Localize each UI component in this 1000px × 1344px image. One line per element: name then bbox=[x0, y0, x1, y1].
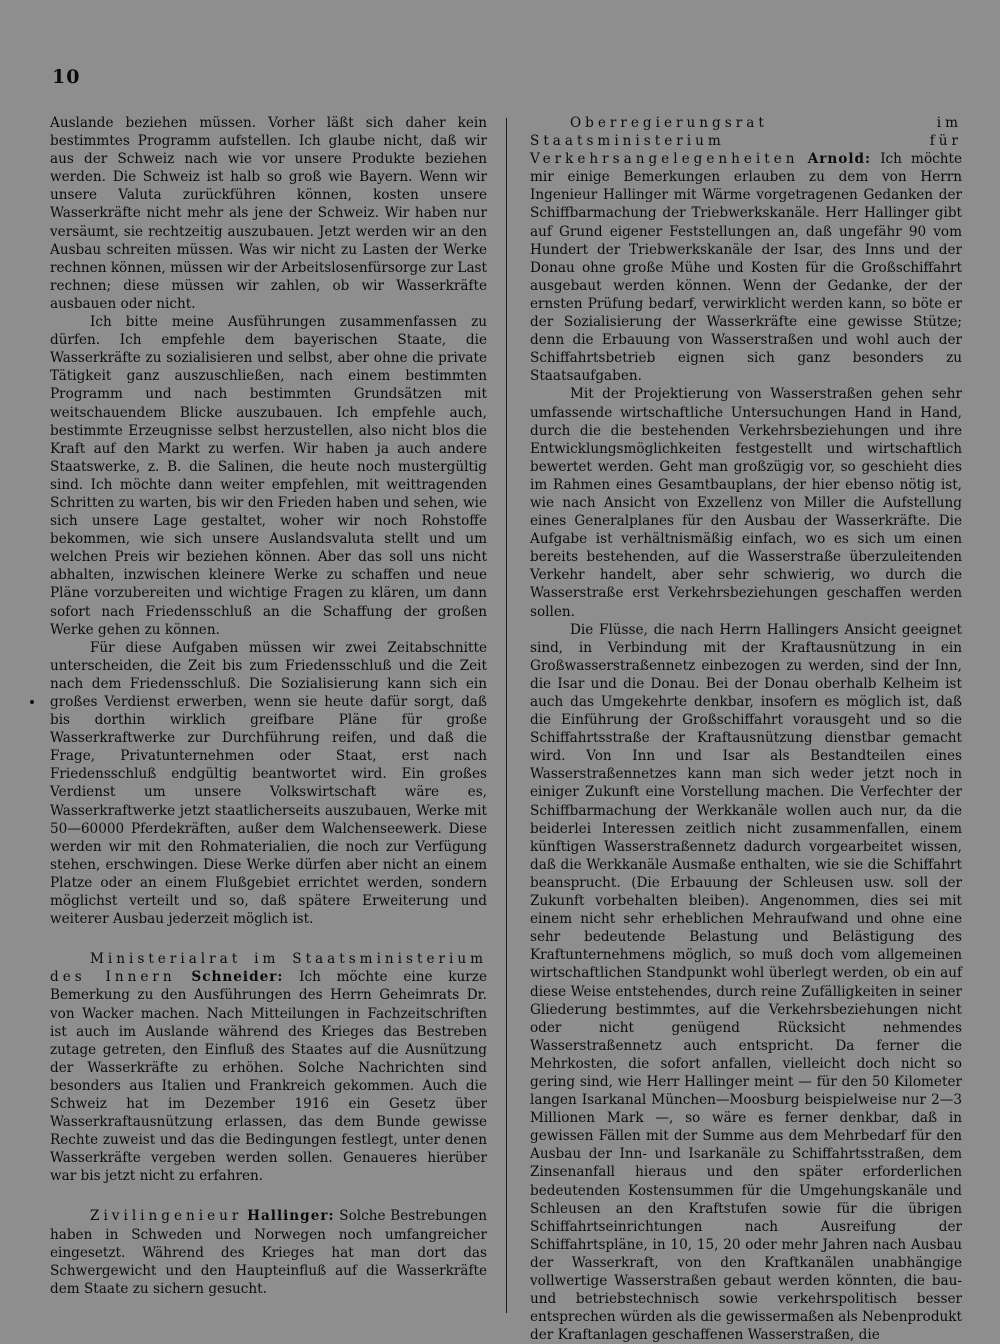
paragraph: Mit der Projektierung von Wasserstraßen gehen sehr umfassende wirtschaftliche Untersuchungen Hand in Hand, durch die die bestehenden Verkehrsbeziehungen und ihre Entwicklungsmöglichkeiten festgestellt und wirtschaftlich bewertet werden. Geht man großzügig vor, so geschieht dies im Rahmen eines Gesamtbauplans, der hier ebenso nötig ist, wie nach Ansicht von Exzellenz von Miller die Aufstellung eines Generalplanes für den Ausbau der Wasserkräfte. Die Aufgabe ist verhältnismäßig einfach, wo es sich um einen bereits bestehenden, auf die Wasserstraße überzuleitenden Verkehr handelt, aber sehr schwierig, wo durch die Wasserstraße erst Verkehrsbeziehungen geschaffen werden sollen. bbox=[530, 386, 962, 620]
speaker-name: Hallinger: bbox=[247, 1208, 335, 1225]
paragraph: Ich bitte meine Ausführungen zusammenfassen zu dürfen. Ich empfehle dem bayerischen Staate, die Wasserkräfte zu sozialisieren und selbst, aber ohne die private Tätigkeit ganz auszuschließen, nach einem bestimmten Programm und nach bestimmten Grundsätzen mit weitschauendem Blicke auszubauen. Ich empfehle auch, bestimmte Erzeugnisse selbst herzustellen, also nicht blos die Kraft auf den Markt zu werfen. Wir haben ja auch andere Staatswerke, z. B. die Salinen, die heute noch mustergültig sind. Ich möchte dann weiter empfehlen, mit weittragenden Schritten zu warten, bis wir den Frieden haben und sehen, wie sich unsere Lage gestaltet, woher wir noch Rohstoffe bekommen, wie sich unsere Auslandsvaluta stellt und um welchen Preis wir beziehen können. Aber das soll uns nicht abhalten, inzwischen kleinere Werke zu schaffen und neue Pläne vorzubereiten und wichtige Fragen zu klären, um dann sofort nach Friedensschluß an die Schaffung der großen Werke gehen zu können. bbox=[50, 314, 487, 638]
speaker-name: Schneider: bbox=[191, 969, 284, 986]
speech-text: Ich möchte mir einige Bemerkungen erlauben zu dem von Herrn Ingenieur Hallinger mit Wärme vorgetragenen Gedanken der Schiffbarmachung der Triebwerkskanäle. Herr Hallinger gibt auf Grund eigener Feststellungen an, daß ungefähr 90 vom Hundert der Triebwerkskanäle der Isar, des Inns und der Donau ohne große Mühe und Kosten für die Großschiffahrt ausgebaut werden können. Wenn der Gedanke, der der ernsten Prüfung bedarf, verwirklicht werden kann, so böte er der Sozialisierung der Wasserkräfte eine gewisse Stütze; denn die Erbauung von Wasserstraßen und wohl auch der Schiffahrtsbetrieb eignen sich ganz besonders zu Staatsaufgaben. bbox=[530, 151, 963, 385]
paragraph: Auslande beziehen müssen. Vorher läßt sich daher kein bestimmtes Programm aufstellen. Ich glaube nicht, daß wir aus der Schweiz nach wie vor unsere Produkte beziehen werden. Die Schweiz ist halb so groß wie Bayern. Wenn wir unsere Valuta zurückführen können, kosten unsere Wasserkräfte nicht mehr als jene der Schweiz. Wir haben nur versäumt, sie rechtzeitig auszubauen. Jetzt werden wir an den Ausbau schreiten müssen. Was wir nicht zu Lasten der Werke rechnen können, müssen wir der Arbeitslosenfürsorge zur Last rechnen; diese müssen wir zahlen, ob wir Wasserkräfte ausbauen oder nicht. bbox=[50, 115, 487, 312]
speech-schneider bbox=[50, 950, 487, 1185]
speech-hallinger bbox=[50, 1207, 487, 1297]
right-column bbox=[530, 114, 962, 1344]
column-divider bbox=[506, 118, 507, 1313]
speech-text: Solche Bestrebungen haben in Schweden und Norwegen noch umfangreicher eingesetzt. Während des Krieges hat man dort das Schwergewicht und den Haupteinfluß auf die Wasserkräfte dem Staate zu sichern gesucht. bbox=[50, 1208, 487, 1297]
speaker-title: Oberregierungsrat im Staatsministerium für Verkehrsangelegenheiten bbox=[530, 115, 962, 168]
page-number: 10 bbox=[52, 66, 81, 88]
speech-text: Ich möchte eine kurze Bemerkung zu den Ausführungen des Herrn Geheimrats Dr. von Wacker machen. Nach Mitteilungen in Fachzeitschriften ist auch im Auslande während des Krieges das Bestreben zutage getreten, den Einfluß des Staates auf die Ausnützung der Wasserkräfte zu erhöhen. Solche Nachrichten sind besonders aus Italien und Frankreich gekommen. Auch die Schweiz hat im Dezember 1916 ein Gesetz über Wasserkraftausnützung erlassen, das dem Bunde gewisse Rechte zuweist und das die Bedingungen festlegt, unter denen Wasserkräfte vergeben werden sollen. Genaueres hierüber war bis jetzt nicht zu erfahren. bbox=[50, 969, 487, 1185]
paragraph: Die Flüsse, die nach Herrn Hallingers Ansicht geeignet sind, in Verbindung mit der Kraftausnützung in ein Großwasserstraßennetz einbezogen zu werden, sind der Inn, die Isar und die Donau. Bei der Donau oberhalb Kelheim ist auch das Umgekehrte denkbar, insofern es möglich ist, daß die Einführung der Großschiffahrt vorausgeht und so die Schiffahrtsstraße der Kraftausnützung dienstbar gemacht wird. Von Inn und Isar als Bestandteilen eines Wasserstraßennetzes kann man sich weder jetzt noch in einiger Zukunft eine Vorstellung machen. Die Verfechter der Schiffbarmachung der Werkkanäle wollen auch nur, da die beiderlei Interessen zeitlich nicht zusammenfallen, einem künftigen Wasserstraßennetz dadurch vorgearbeitet wissen, daß die Werkkanäle Ausmaße enthalten, wie sie die Schiffahrt beansprucht. (Die Erbauung der Schleusen usw. soll der Zukunft vorbehalten bleiben). Angenommen, dies sei mit einem nicht sehr erheblichen Mehraufwand und ohne eine sehr bedeutende Belastung und Belästigung des Kraftunternehmens möglich, so muß doch vom allgemeinen wirtschaftlichen Standpunkt wohl überlegt werden, ob ein auf diese Weise entstehendes, durch reine Zufälligkeiten in seiner Gliederung bestimmtes, auf die Verkehrsbeziehungen nicht oder nicht genügend Rücksicht nehmendes Wasserstraßennetz auch entspricht. Da ferner die Mehrkosten, die sofort anfallen, vielleicht doch nicht so gering sind, wie Herr Hallinger meint — für den 50 Kilometer langen Isarkanal München—Moosburg beispielweise nur 2—3 Millionen Mark —, so wäre es ferner denkbar, daß in gewissen Fällen mit der Summe aus dem Mehrbedarf für den Ausbau der Inn- und Isarkanäle zu Schiffahrtsstraßen, dem Zinsenanfall hieraus und den später erforderlichen bedeutenden Kostensummen für die Umgehungskanäle und Schleusen an den Kraftstufen sowie für die übrigen Schiffahrtseinrichtungen nach Ausreifung der Schiffahrtspläne, in 10, 15, 20 oder mehr Jahren nach Ausbau der Wasserkraft, von den Kraftkanälen unabhängige vollwertige Wasserstraßen gebaut werden könnten, die bau- und betriebstechnisch sowie verkehrspolitisch besser entsprechen würden als die gewissermaßen als Nebenprodukt der Kraftanlagen geschaffenen Wasserstraßen, die bbox=[530, 621, 962, 1344]
paragraph: Für diese Aufgaben müssen wir zwei Zeitabschnitte unterscheiden, die Zeit bis zum Friedensschluß und die Zeit nach dem Friedensschluß. Die Sozialisierung kann sich ein großes Verdienst erwerben, wenn sie heute dafür sorgt, daß bis dorthin wirklich greifbare Pläne für große Wasserkraftwerke zur Durchführung reifen, und daß die Frage, Privatunternehmen oder Staat, erst nach Friedensschluß endgültig beantwortet wird. Ein großes Verdienst um unsere Volkswirtschaft wäre es, Wasserkraftwerke jetzt staatlicherseits auszubauen, Werke mit 50—60000 Pferdekräften, außer dem Walchenseewerk. Diese werden wir mit den Rohmaterialien, die noch zur Verfügung stehen, erschwingen. Diese Werke dürfen aber nicht an einem Platze oder an einem Flußgebiet errichtet werden, sondern möglichst verteilt und so, daß spätere Erweiterung und weiterer Ausbau jederzeit möglich ist. bbox=[50, 639, 487, 928]
speaker-title: Ministerialrat im Staatsministerium des Innern bbox=[50, 951, 487, 986]
speaker-title: Zivilingenieur bbox=[90, 1208, 243, 1225]
speech-arnold bbox=[530, 114, 962, 385]
speaker-name: Arnold: bbox=[807, 151, 872, 168]
margin-mark bbox=[30, 700, 34, 704]
left-column bbox=[50, 114, 487, 1298]
